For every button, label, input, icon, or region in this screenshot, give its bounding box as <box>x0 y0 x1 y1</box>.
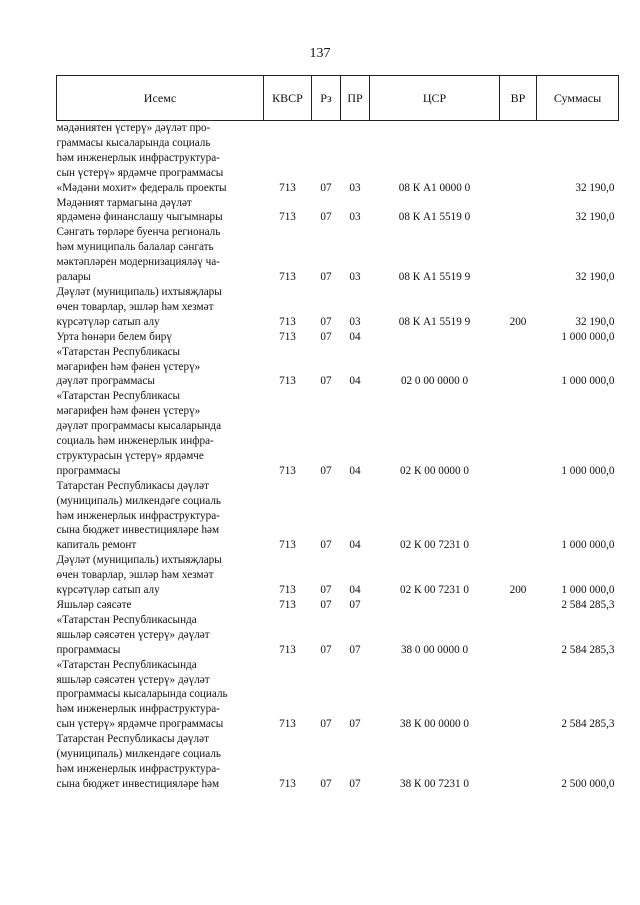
row-vr <box>500 732 537 792</box>
row-pr: 04 <box>349 584 361 597</box>
row-rz: 07 <box>320 777 332 790</box>
row-rz: 07 <box>320 181 332 194</box>
row-pr: 03 <box>349 181 361 194</box>
row-csr: 02 К 00 0000 0 <box>400 464 469 477</box>
table-row <box>57 658 619 733</box>
page-number: 137 <box>309 46 331 61</box>
table-row <box>57 598 619 613</box>
table-row <box>57 613 619 658</box>
row-rz: 07 <box>320 718 332 731</box>
row-sum: 32 190,0 <box>575 315 615 328</box>
row-name: мәдәниятен үстерү» дәүләт про- граммасы кысаларында социаль һәм инженерлык инфраструктура- сын үстерү» ярдәмче программасы <box>56 122 224 179</box>
row-sum <box>537 121 619 181</box>
row-sum: 2 500 000,0 <box>561 777 615 790</box>
row-sum: 32 190,0 <box>575 181 615 194</box>
row-sum: 2 584 285,3 <box>561 643 615 656</box>
row-kvsr: 713 <box>279 599 296 611</box>
table-row <box>57 196 619 226</box>
row-vr <box>500 121 537 181</box>
row-kvsr: 713 <box>279 539 296 552</box>
table-row <box>57 285 619 330</box>
row-pr: 07 <box>349 718 361 731</box>
row-name: «Мәдәни мохит» федераль проекты <box>56 181 227 194</box>
row-kvsr: 713 <box>279 777 296 790</box>
row-kvsr: 713 <box>279 643 296 656</box>
row-name: Дәүләт (муниципаль) ихтыяҗлары өчен товарлар, эшләр һәм хезмәт күрсәтүләр сатып алу <box>56 285 222 328</box>
row-vr <box>500 479 537 554</box>
row-vr <box>500 389 537 478</box>
row-csr <box>370 330 500 345</box>
row-vr <box>500 345 537 390</box>
table-row <box>57 330 619 345</box>
row-rz <box>312 121 341 181</box>
table-header <box>57 76 619 121</box>
row-rz: 07 <box>320 464 332 477</box>
row-vr <box>500 181 537 196</box>
row-name: Сәнгать төрләре буенча региональ һәм муниципаль балалар сәнгать мәктәпләрен модернизацияләү ча- ралары <box>56 226 221 284</box>
table-row <box>57 479 619 554</box>
row-name: Урта һөнәри белем бирү <box>56 330 172 343</box>
table-row <box>57 553 619 598</box>
row-kvsr: 713 <box>279 464 296 477</box>
row-rz: 07 <box>320 584 332 597</box>
table-row <box>57 181 619 196</box>
row-vr <box>500 196 537 226</box>
row-rz: 07 <box>320 330 332 343</box>
row-name: «Татарстан Республикасында яшьләр сәясәтен үстерү» дәүләт программасы <box>56 613 210 656</box>
row-csr: 08 К А1 5519 0 <box>398 211 471 224</box>
row-sum: 1 000 000,0 <box>561 584 615 597</box>
row-rz: 07 <box>320 315 332 328</box>
row-rz: 07 <box>320 599 332 611</box>
row-pr <box>341 121 370 181</box>
budget-table <box>56 75 619 792</box>
column-header-pr: ПР <box>341 76 370 121</box>
row-kvsr <box>264 121 312 181</box>
row-rz: 07 <box>320 375 332 388</box>
row-name: «Татарстан Республикасында яшьләр сәясәтен үстерү» дәүләт программасы кысаларында социаль һәм инженерлык инфраструктура- сын үстерү» ярдәмче программасы <box>56 658 228 731</box>
column-header-csr: ЦСР <box>370 76 500 121</box>
row-sum: 2 584 285,3 <box>561 599 615 611</box>
row-pr: 07 <box>349 643 361 656</box>
row-pr: 04 <box>349 330 361 343</box>
row-vr <box>500 613 537 658</box>
column-header-kvsr: КВСР <box>264 76 312 121</box>
column-header-name: Исемс <box>57 76 264 121</box>
column-header-sum: Суммасы <box>537 76 619 121</box>
row-kvsr: 713 <box>279 181 296 194</box>
row-name: «Татарстан Республикасы мәгарифен һәм фәнен үстерү» дәүләт программасы кысаларында социаль һәм инженерлык инфра- структурасын үстерү» ярдәмче программасы <box>56 390 222 477</box>
row-csr: 08 К А1 0000 0 <box>398 181 471 194</box>
row-sum: 1 000 000,0 <box>561 330 615 343</box>
row-sum: 1 000 000,0 <box>561 539 615 552</box>
row-csr <box>370 121 500 181</box>
row-pr: 04 <box>349 539 361 552</box>
table-row <box>57 225 619 285</box>
row-csr: 02 К 00 7231 0 <box>400 584 469 597</box>
table-body <box>57 121 619 792</box>
column-header-rz: Рз <box>312 76 341 121</box>
row-csr: 02 0 00 0000 0 <box>400 375 469 388</box>
row-csr: 38 К 00 7231 0 <box>400 777 469 790</box>
row-name: «Татарстан Республикасы мәгарифен һәм фәнен үстерү» дәүләт программасы <box>56 345 201 388</box>
row-sum: 1 000 000,0 <box>561 464 615 477</box>
row-sum: 32 190,0 <box>575 211 615 224</box>
row-rz: 07 <box>320 539 332 552</box>
row-kvsr: 713 <box>279 315 296 328</box>
row-kvsr: 713 <box>279 271 296 284</box>
table-row <box>57 732 619 792</box>
row-name: Татарстан Республикасы дәүләт (муниципаль) милкендәге социаль һәм инженерлык инфраструктура- сына бюджет инвестицияләре һәм капиталь ремонт <box>56 479 222 552</box>
row-pr: 03 <box>349 315 361 328</box>
row-vr <box>500 598 537 613</box>
row-pr: 07 <box>349 599 361 611</box>
row-pr: 03 <box>349 271 361 284</box>
row-csr: 08 К А1 5519 9 <box>398 315 471 328</box>
row-sum: 1 000 000,0 <box>561 375 615 388</box>
row-name: Мәдәният тармагына дәүләт ярдәменә финанслашу чыгымнары <box>56 196 223 224</box>
row-sum: 32 190,0 <box>575 271 615 284</box>
row-kvsr: 713 <box>279 584 296 597</box>
row-kvsr: 713 <box>279 375 296 388</box>
row-name: Яшьләр сәясәте <box>56 599 132 611</box>
row-pr: 04 <box>349 464 361 477</box>
row-csr: 02 К 00 7231 0 <box>400 539 469 552</box>
row-csr: 08 К А1 5519 9 <box>398 271 471 284</box>
row-vr <box>500 658 537 733</box>
row-csr <box>370 598 500 613</box>
row-csr: 38 0 00 0000 0 <box>400 643 469 656</box>
column-header-vr: ВР <box>500 76 537 121</box>
row-vr: 200 <box>509 315 527 328</box>
row-kvsr: 713 <box>279 718 296 731</box>
row-pr: 04 <box>349 375 361 388</box>
row-vr <box>500 330 537 345</box>
row-pr: 03 <box>349 211 361 224</box>
table-row <box>57 345 619 390</box>
row-rz: 07 <box>320 643 332 656</box>
row-sum: 2 584 285,3 <box>561 718 615 731</box>
row-kvsr: 713 <box>279 211 296 224</box>
row-pr: 07 <box>349 777 361 790</box>
row-name: Татарстан Республикасы дәүләт (муниципаль) милкендәге социаль һәм инженерлык инфраструктура- сына бюджет инвестицияләре һәм <box>56 733 222 790</box>
row-vr: 200 <box>509 584 527 597</box>
row-rz: 07 <box>320 271 332 284</box>
row-csr: 38 К 00 0000 0 <box>400 718 469 731</box>
row-name: Дәүләт (муниципаль) ихтыяҗлары өчен товарлар, эшләр һәм хезмәт күрсәтүләр сатып алу <box>56 554 222 597</box>
row-rz: 07 <box>320 211 332 224</box>
table-row <box>57 121 619 181</box>
table-row <box>57 389 619 478</box>
row-kvsr: 713 <box>279 330 296 343</box>
row-vr <box>500 225 537 285</box>
